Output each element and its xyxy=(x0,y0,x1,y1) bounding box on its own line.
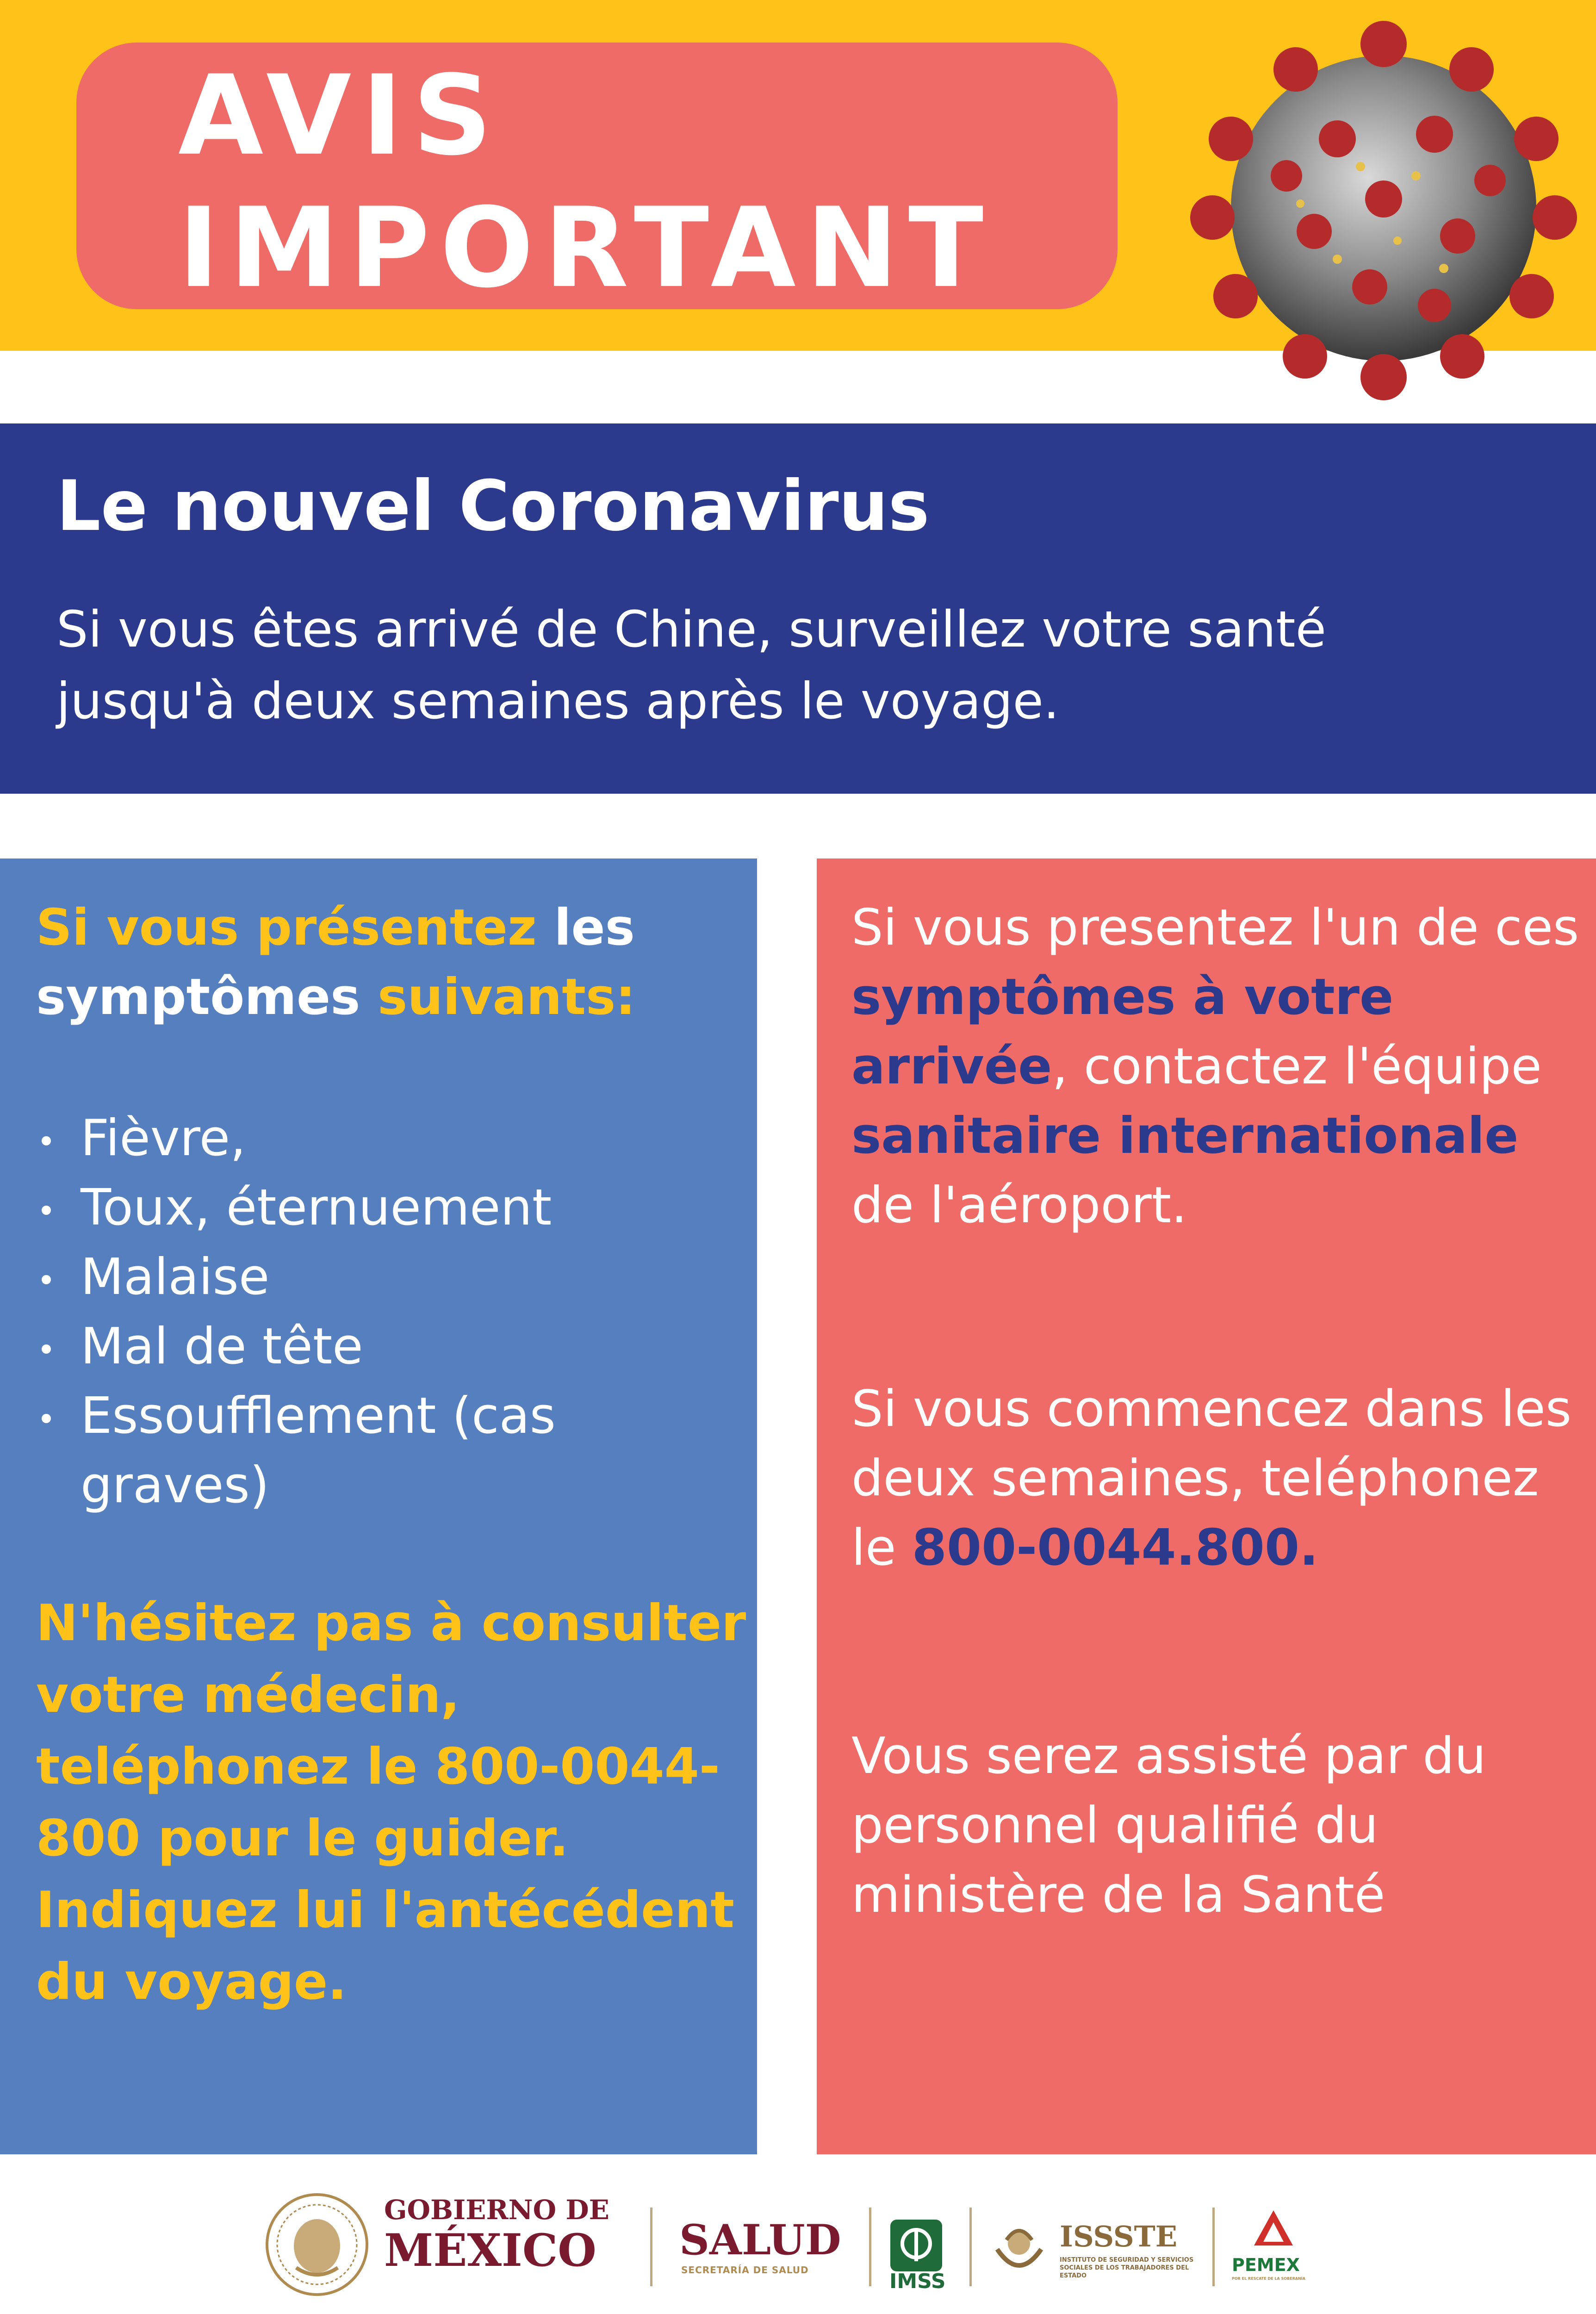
symptoms-heading xyxy=(36,893,749,1032)
list-item: Fièvre, xyxy=(36,1104,749,1173)
avis-important-title: AVIS IMPORTANT xyxy=(178,52,994,312)
p1-part5: de l'aéroport. xyxy=(851,1176,1187,1234)
salud-logo-subtitle: SECRETARÍA DE SALUD xyxy=(681,2264,809,2276)
p1-part4: sanitaire internationale xyxy=(851,1107,1519,1165)
coronavirus-illustration xyxy=(1185,0,1583,414)
logo-divider xyxy=(650,2208,652,2286)
heading-part3: suivants: xyxy=(378,968,636,1026)
list-item: Essoufflement (cas graves) xyxy=(36,1381,749,1520)
heading-part1: Si vous présentez xyxy=(36,899,537,957)
page-subtitle: Si vous êtes arrivé de Chine, surveillez votre santé jusqu'à deux semaines après le voyage. xyxy=(56,601,1327,730)
assistance-note: Vous serez assisté par du personnel qualifié du ministère de la Santé xyxy=(851,1727,1486,1924)
issste-logo-subtitle: INSTITUTO DE SEGURIDAD Y SERVICIOS SOCIALES DE LOS TRABAJADORES DEL ESTADO xyxy=(1060,2257,1194,2279)
p1-part2: symptômes à votre arrivée xyxy=(851,968,1394,1095)
list-item: Malaise xyxy=(36,1243,749,1312)
doctor-advice: N'hésitez pas à consulter votre médecin, teléphonez le 800-0044-800 pour le guider. Indiquez lui l'antécédent du voyage. xyxy=(36,1594,746,2011)
list-item: Toux, éternuement xyxy=(36,1173,749,1243)
logo-divider xyxy=(869,2208,871,2286)
imss-logo: IMSS xyxy=(889,2270,946,2293)
mexico-seal-logo xyxy=(264,2191,370,2298)
issste-emblem-icon xyxy=(990,2221,1048,2279)
gobierno-de-mexico-logo-line1: GOBIERNO DE xyxy=(384,2194,609,2226)
phone-number: 800-0044.800. xyxy=(912,1519,1319,1577)
pemex-eagle-icon xyxy=(1250,2208,1297,2251)
p1-part3: , contactez l'équipe xyxy=(1052,1038,1542,1095)
two-weeks-instructions xyxy=(851,1375,1583,1583)
gobierno-de-mexico-logo-line2: MÉXICO xyxy=(384,2224,596,2277)
symptom-list xyxy=(36,1104,749,1520)
p2-part1: Si vous commencez dans les deux semaines, teléphonez le xyxy=(851,1380,1572,1577)
arrival-instructions xyxy=(851,893,1583,1240)
p1-part1: Si vous presentez l'un de ces xyxy=(851,899,1579,957)
issste-logo: ISSSTE xyxy=(1060,2220,1177,2253)
list-item: Mal de tête xyxy=(36,1312,749,1381)
pemex-logo-subtitle: POR EL RESCATE DE LA SOBERANÍA xyxy=(1232,2277,1305,2281)
logo-divider xyxy=(1212,2208,1215,2286)
page-title: Le nouvel Coronavirus xyxy=(56,466,930,547)
heading-part2: les symptômes xyxy=(36,899,635,1026)
pemex-logo: PEMEX xyxy=(1232,2255,1300,2275)
logo-divider xyxy=(969,2208,972,2286)
salud-logo: SALUD xyxy=(679,2215,841,2264)
imss-emblem-icon xyxy=(888,2217,945,2274)
